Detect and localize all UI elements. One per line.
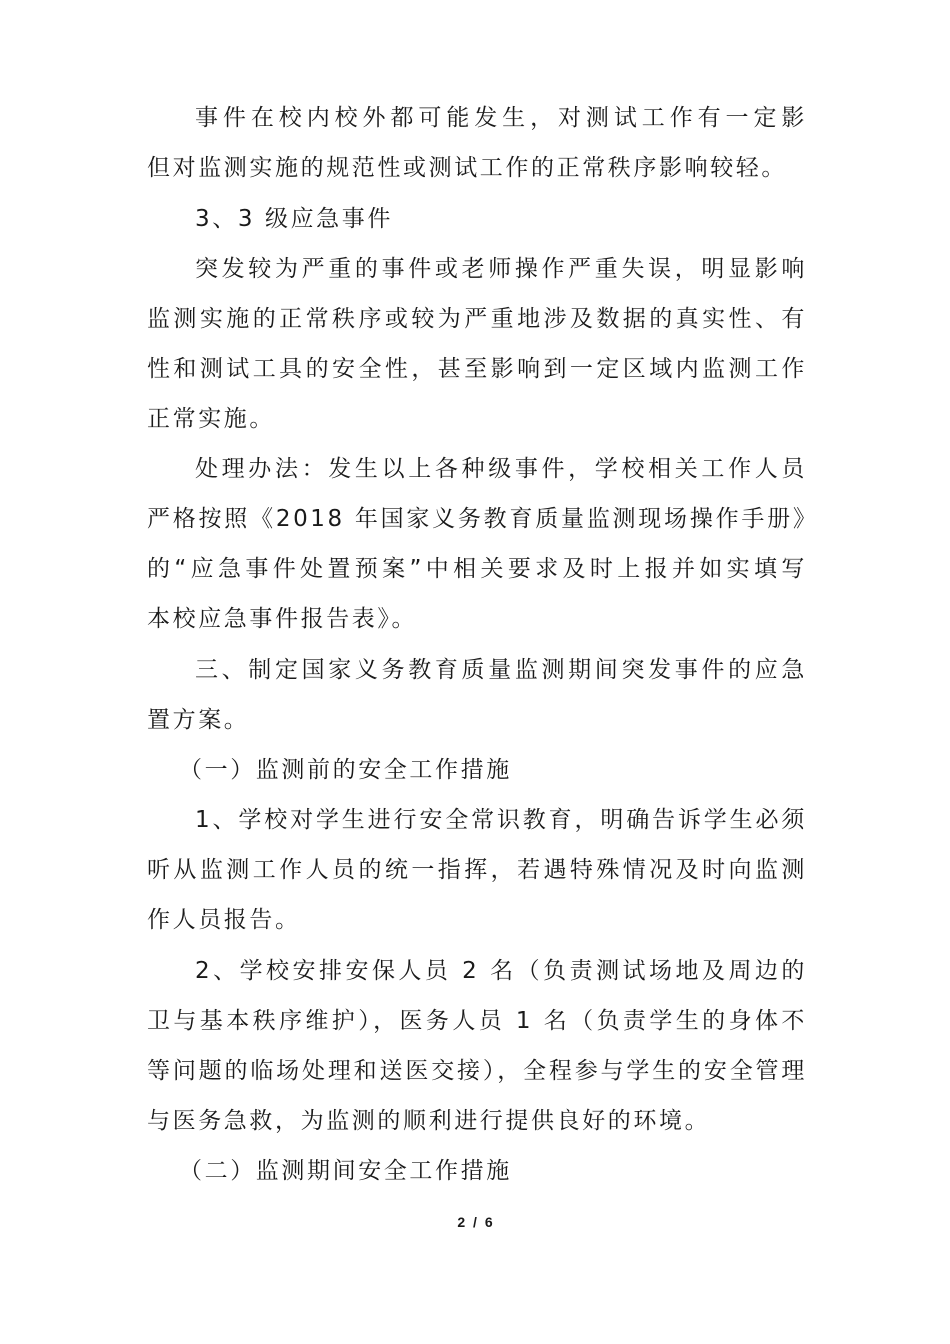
text-line: 严格按照《2018 年国家义务教育质量监测现场操作手册》: [147, 506, 807, 532]
page-number: [0, 1214, 950, 1230]
text-line: 置方案。: [147, 707, 250, 733]
text-line: 作人员报告。: [147, 907, 301, 933]
text-line: 本校应急事件报告表》。: [147, 606, 418, 632]
text-line: 处理办法：发生以上各种级事件，学校相关工作人员: [195, 456, 807, 482]
text-line: 卫与基本秩序维护），医务人员 1 名（负责学生的身体不: [147, 1008, 807, 1034]
text-line: 监测实施的正常秩序或较为严重地涉及数据的真实性、有: [147, 306, 807, 332]
text-line: 但对监测实施的规范性或测试工作的正常秩序影响较轻。: [147, 155, 787, 181]
text-line: 等问题的临场处理和送医交接），全程参与学生的安全管理: [147, 1058, 807, 1084]
text-line: 性和测试工具的安全性，甚至影响到一定区域内监测工作: [147, 356, 807, 382]
text-line: 事件在校内校外都可能发生，对测试工作有一定影: [195, 105, 807, 131]
section-heading: 三、制定国家义务教育质量监测期间突发事件的应急: [195, 657, 807, 683]
page-separator: /: [473, 1214, 477, 1230]
text-line: 与医务急救，为监测的顺利进行提供良好的环境。: [147, 1108, 711, 1134]
text-line: 突发较为严重的事件或老师操作严重失误，明显影响: [195, 256, 807, 282]
text-line: 的“应急事件处置预案”中相关要求及时上报并如实填写: [147, 556, 807, 582]
total-pages: 6: [484, 1214, 493, 1230]
subsection-heading: （二）监测期间安全工作措施: [179, 1158, 512, 1184]
current-page: 2: [457, 1214, 466, 1230]
subsection-heading: （一）监测前的安全工作措施: [179, 757, 512, 783]
text-line: 正常实施。: [147, 406, 275, 432]
text-line: 2、学校安排安保人员 2 名（负责测试场地及周边的: [195, 958, 807, 984]
text-line: 1、学校对学生进行安全常识教育，明确告诉学生必须: [195, 807, 807, 833]
section-heading: 3、3 级应急事件: [195, 206, 393, 232]
text-line: 听从监测工作人员的统一指挥，若遇特殊情况及时向监测: [147, 857, 807, 883]
